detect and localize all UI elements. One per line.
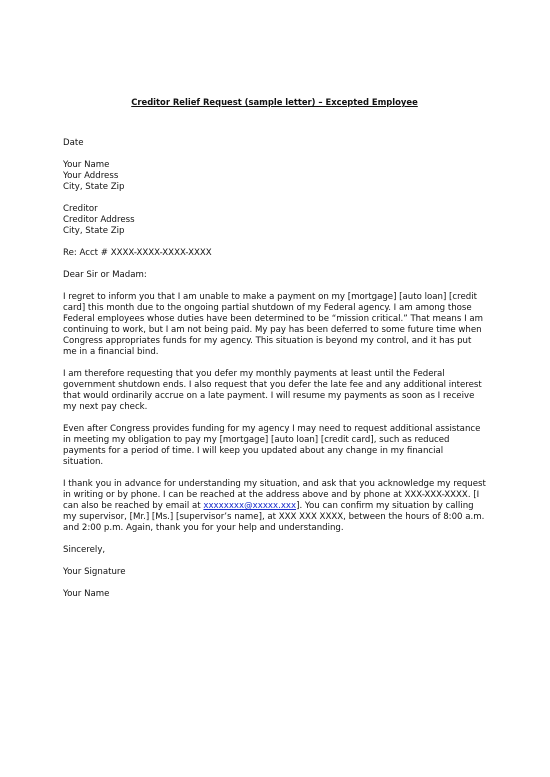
account-reference: Re: Acct # XXXX-XXXX-XXXX-XXXX: [63, 248, 212, 258]
sender-address-block: [63, 160, 486, 193]
salutation: Dear Sir or Madam:: [63, 270, 147, 280]
signature-name-line: [63, 589, 486, 600]
paragraph-3: Even after Congress provides funding for my agency I may need to request additional assistance in meeting my obligation to pay my [mortgage] [auto loan] [credit card], such as reduced payments for a period of time. I will keep you updated about any change in my financial situation.: [63, 424, 481, 467]
closing: Sincerely,: [63, 545, 106, 555]
signature-name: Your Name: [63, 589, 110, 599]
recipient-city: City, State Zip: [63, 226, 125, 236]
recipient-address-block: [63, 204, 486, 237]
salutation-line: [63, 270, 486, 281]
sender-address: Your Address: [63, 171, 119, 181]
paragraph-2: I am therefore requesting that you defer my monthly payments at least until the Federal government shutdown ends. I also request that you defer the late fee and any additional interest that would ordinarily accrue on a late payment. I will resume my payments as soon as I receive my next pay check.: [63, 369, 482, 412]
reference-line: [63, 248, 486, 259]
closing-line: [63, 545, 486, 556]
paragraph-1: I regret to inform you that I am unable to make a payment on my [mortgage] [auto loan] [credit card] this month due to the ongoing partial shutdown of my Federal agency. I am among those Federal employees whose duties have been determined to be “mission critical.” That means I am continuing to work, but I am not being paid. My pay has been deferred to some future time when Congress appropriates funds for my agency. This situation is beyond my control, and it has put me in a financial bind.: [63, 292, 483, 357]
signature: Your Signature: [63, 567, 126, 577]
paragraph-4-after-email: ]. You can confirm my situation by calling my supervisor, [Mr.] [Ms.] [supervisor’s name], at XXX XXX XXXX, between the hours of 8:00 a.m. and 2:00 p.m. Again, thank you for your help and understanding.: [63, 501, 485, 533]
letter-title: Creditor Relief Request (sample letter) – Excepted Employee: [131, 97, 418, 107]
email-link[interactable]: xxxxxxxx@xxxxx.xxx: [203, 501, 297, 511]
sender-city: City, State Zip: [63, 182, 125, 192]
signature-line: [63, 567, 486, 578]
paragraph-4: [63, 479, 486, 534]
sender-name: Your Name: [63, 160, 110, 170]
date-line: [63, 138, 486, 149]
recipient-name: Creditor: [63, 204, 98, 214]
date-text: Date: [63, 138, 84, 148]
paragraph-4-before-email: I thank you in advance for understanding my situation, and ask that you acknowledge my request in writing or by phone. I can be reached at the address above and by phone at XXX-XXX-XXXX. [I can also be reached by email at: [63, 479, 486, 511]
recipient-address: Creditor Address: [63, 215, 135, 225]
letter-body: [63, 97, 486, 611]
